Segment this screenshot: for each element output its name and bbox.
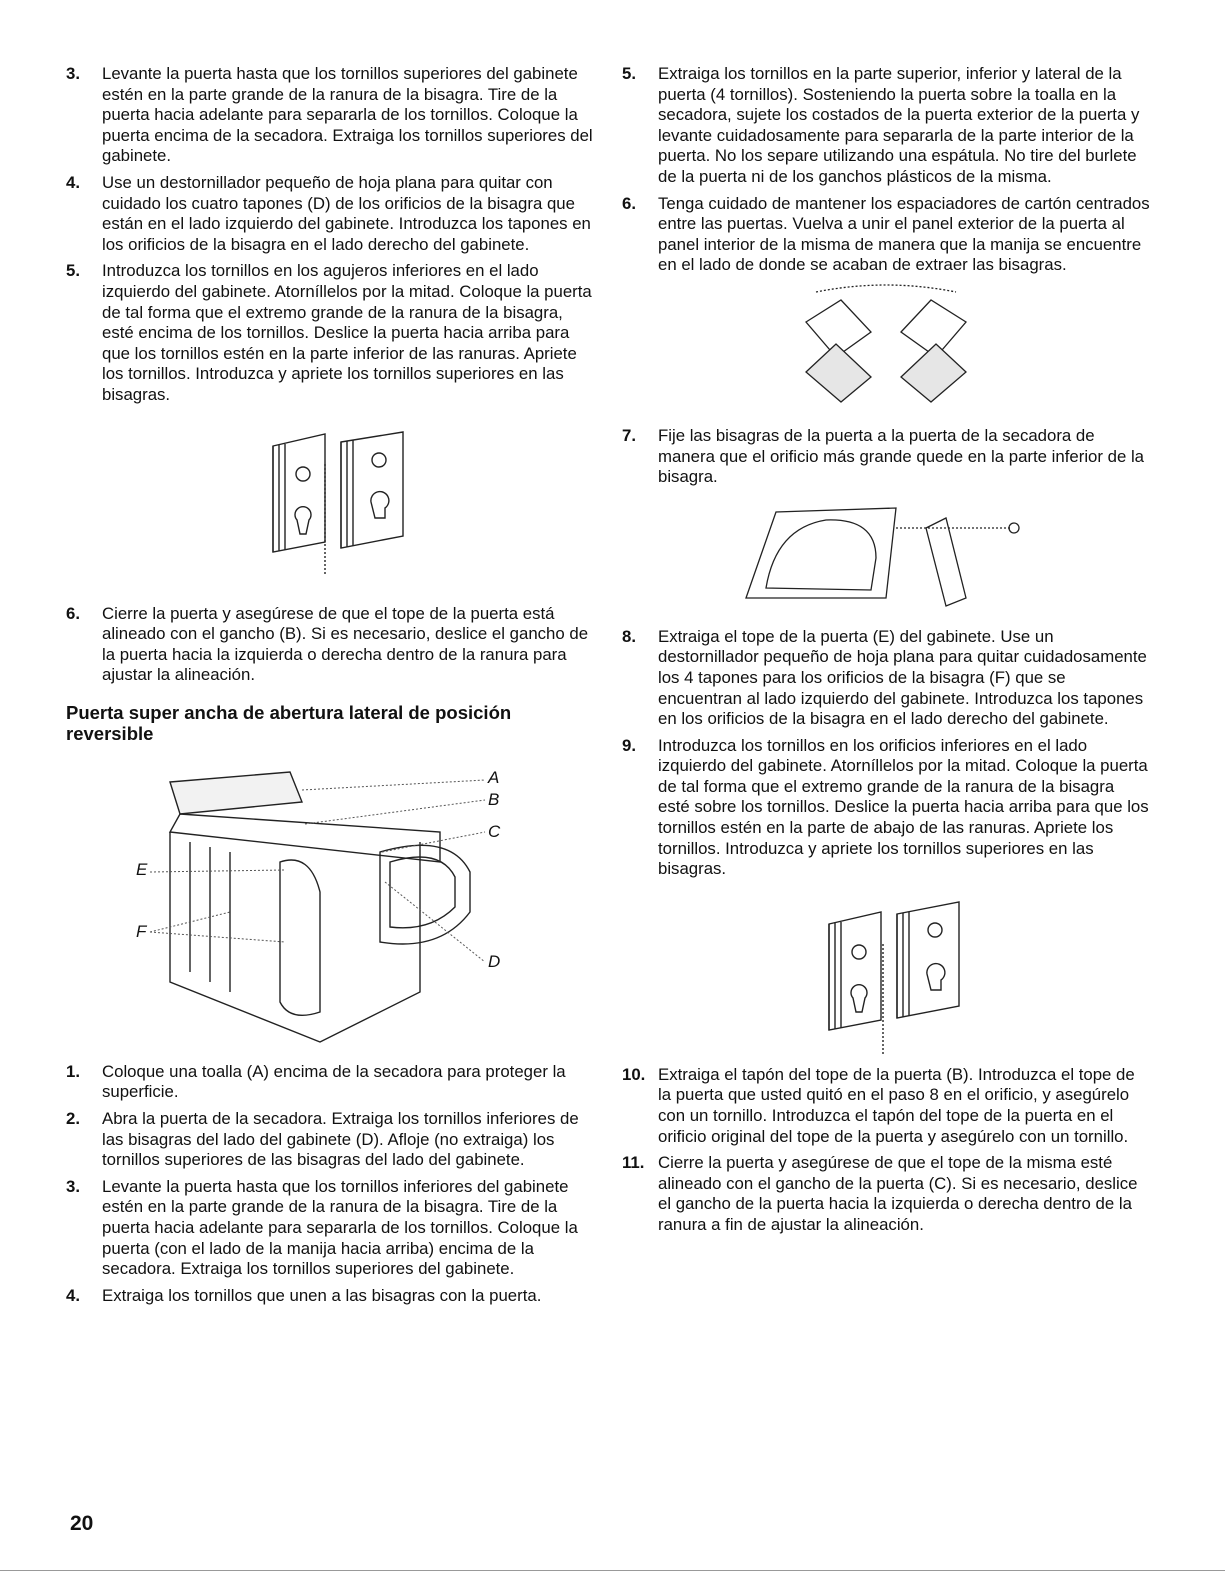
steps-list-right-c xyxy=(622,627,1150,880)
label-b: B xyxy=(488,789,500,809)
list-item: 6. Tenga cuidado de mantener los espaciadores de cartón centrados entre las puertas. Vuelva a unir el panel exterior de la puerta al panel interior de la misma de manera que la manija se encuentre en el lado de donde se acaban de extraer las bisagras. xyxy=(622,193,1150,275)
list-item: 4. Extraiga los tornillos que unen a las bisagras con la puerta. xyxy=(66,1285,542,1305)
door-panels-icon xyxy=(786,282,986,412)
bottom-divider xyxy=(0,1570,1225,1571)
list-item: 5. Extraiga los tornillos en la parte superior, inferior y lateral de la puerta (4 tornillos). Sosteniendo la puerta sobre la toalla en la secadora, sujete los costados de la puerta exterior de la puerta y levante cuidadosamente para separarla de la parte interior de la puerta. No los separe utilizando una espátula. No tire del burlete de la puerta ni de los ganchos plásticos de la misma. xyxy=(622,64,1140,186)
label-c: C xyxy=(488,821,501,841)
list-item: 1. Coloque una toalla (A) encima de la secadora para proteger la superficie. xyxy=(66,1061,566,1102)
right-column xyxy=(622,64,1150,1242)
list-item: 8. Extraiga el tope de la puerta (E) del gabinete. Use un destornillador pequeño de hoja plana para quitar cuidadosamente los 4 tapones para los orificios de la bisagra (F) que se encuentran al lado izquierdo del gabinete. Introduzca los tapones en los orificios de la bisagra en el lado derecho del gabinete. xyxy=(622,626,1147,729)
list-item: 4. Use un destornillador pequeño de hoja plana para quitar con cuidado los cuatro tapones (D) de los orificios de la bisagra que están en el lado izquierdo del gabinete. Introduzca los tapones en los orificios de la bisagra en el lado derecho del gabinete. xyxy=(66,172,591,254)
label-f: F xyxy=(136,921,147,941)
label-e: E xyxy=(136,859,148,879)
list-item: 10. Extraiga el tapón del tope de la puerta (B). Introduzca el tope de la puerta que usted quitó en el paso 8 en el orificio, y asegúrelo con un tornillo. Introduzca el tapón del tope de la puerta en el orificio original del tope de la puerta y asegúrelo con un tornillo. xyxy=(622,1064,1135,1146)
dryer-illustration xyxy=(120,752,540,1052)
door-hinge-icon xyxy=(736,498,1036,613)
list-item: 5. Introduzca los tornillos en los agujeros inferiores en el lado izquierdo del gabinete. Atorníllelos por la mitad. Coloque la puerta de tal forma que el extremo grande de la ranura de la bisagra, esté encima de los tornillos. Deslice la puerta hacia arriba para que los tornillos estén en la parte inferior de las ranuras. Apriete los tornillos. Introduzca y apriete los tornillos superiores en las bisagras. xyxy=(66,261,592,404)
label-d: D xyxy=(488,951,501,971)
list-item: 6. Cierre la puerta y asegúrese de que el tope de la puerta está alineado con el gancho (B). Si es necesario, deslice el gancho de la puerta hacia la izquierda o derecha dentro de la ranura para ajustar la alineación. xyxy=(66,603,589,685)
list-item: 2. Abra la puerta de la secadora. Extraiga los tornillos inferiores de las bisagras del lado del gabinete (D). Afloje (no extraiga) los tornillos superiores de las bisagras del lado del gabinete. xyxy=(66,1109,579,1170)
steps-list-left-b xyxy=(66,604,594,686)
hinge-icon xyxy=(255,424,405,584)
list-item: 9. Introduzca los tornillos en los orificios inferiores en el lado izquierdo del gabinete. Atorníllelos por la mitad. Coloque la puerta de tal forma que el extremo grande de la ranura de la bisagra esté sobre los tornillos. Deslice la puerta hacia arriba para que los tornillos estén en la parte de abajo de las ranuras. Apriete los tornillos. Introduzca y apriete los tornillos superiores en las bisagras. xyxy=(622,735,1149,879)
section-heading: Puerta super ancha de abertura lateral de posición reversible xyxy=(66,701,512,744)
steps-list-left-c xyxy=(66,1062,594,1307)
list-item: 3. Levante la puerta hasta que los tornillos inferiores del gabinete estén en la parte grande de la ranura de la bisagra. Tire de la puerta hacia adelante para separarla de los tornillos. Coloque la puerta (con el lado de la manija hacia arriba) encima de la secadora. Extraiga los tornillos superiores del gabinete. xyxy=(66,1176,578,1279)
steps-list-right-d xyxy=(622,1065,1150,1236)
list-item: 7. Fije las bisagras de la puerta a la puerta de la secadora de manera que el orificio más grande quede en la parte inferior de la bisagra. xyxy=(622,425,1145,487)
hinge-illustration-2 xyxy=(811,894,961,1059)
label-a: A xyxy=(488,767,500,787)
list-item: 11. Cierre la puerta y asegúrese de que el tope de la misma esté alineado con el gancho de la puerta (C). Si es necesario, deslice el gancho de la puerta hacia la izquierda o derecha dentro de la ranura a fin de ajustar la alineación. xyxy=(622,1153,1138,1234)
steps-list-left-a xyxy=(66,64,594,406)
page-number: 20 xyxy=(70,1512,94,1535)
door-hinge-illustration xyxy=(736,498,1036,613)
steps-list-right-b xyxy=(622,426,1150,488)
hinge-illustration-1 xyxy=(255,424,405,584)
list-item: 3. Levante la puerta hasta que los tornillos superiores del gabinete estén en la parte grande de la ranura de la bisagra. Tire de la puerta hacia adelante para separarla de los tornillos. Coloque la puerta encima de la secadora. Extraiga los tornillos superiores del gabinete. xyxy=(66,64,593,166)
door-panels-illustration xyxy=(786,282,986,412)
hinge-icon-2 xyxy=(811,894,961,1059)
dryer-icon xyxy=(120,752,540,1052)
steps-list-right-a xyxy=(622,64,1150,276)
left-column xyxy=(66,64,594,1312)
